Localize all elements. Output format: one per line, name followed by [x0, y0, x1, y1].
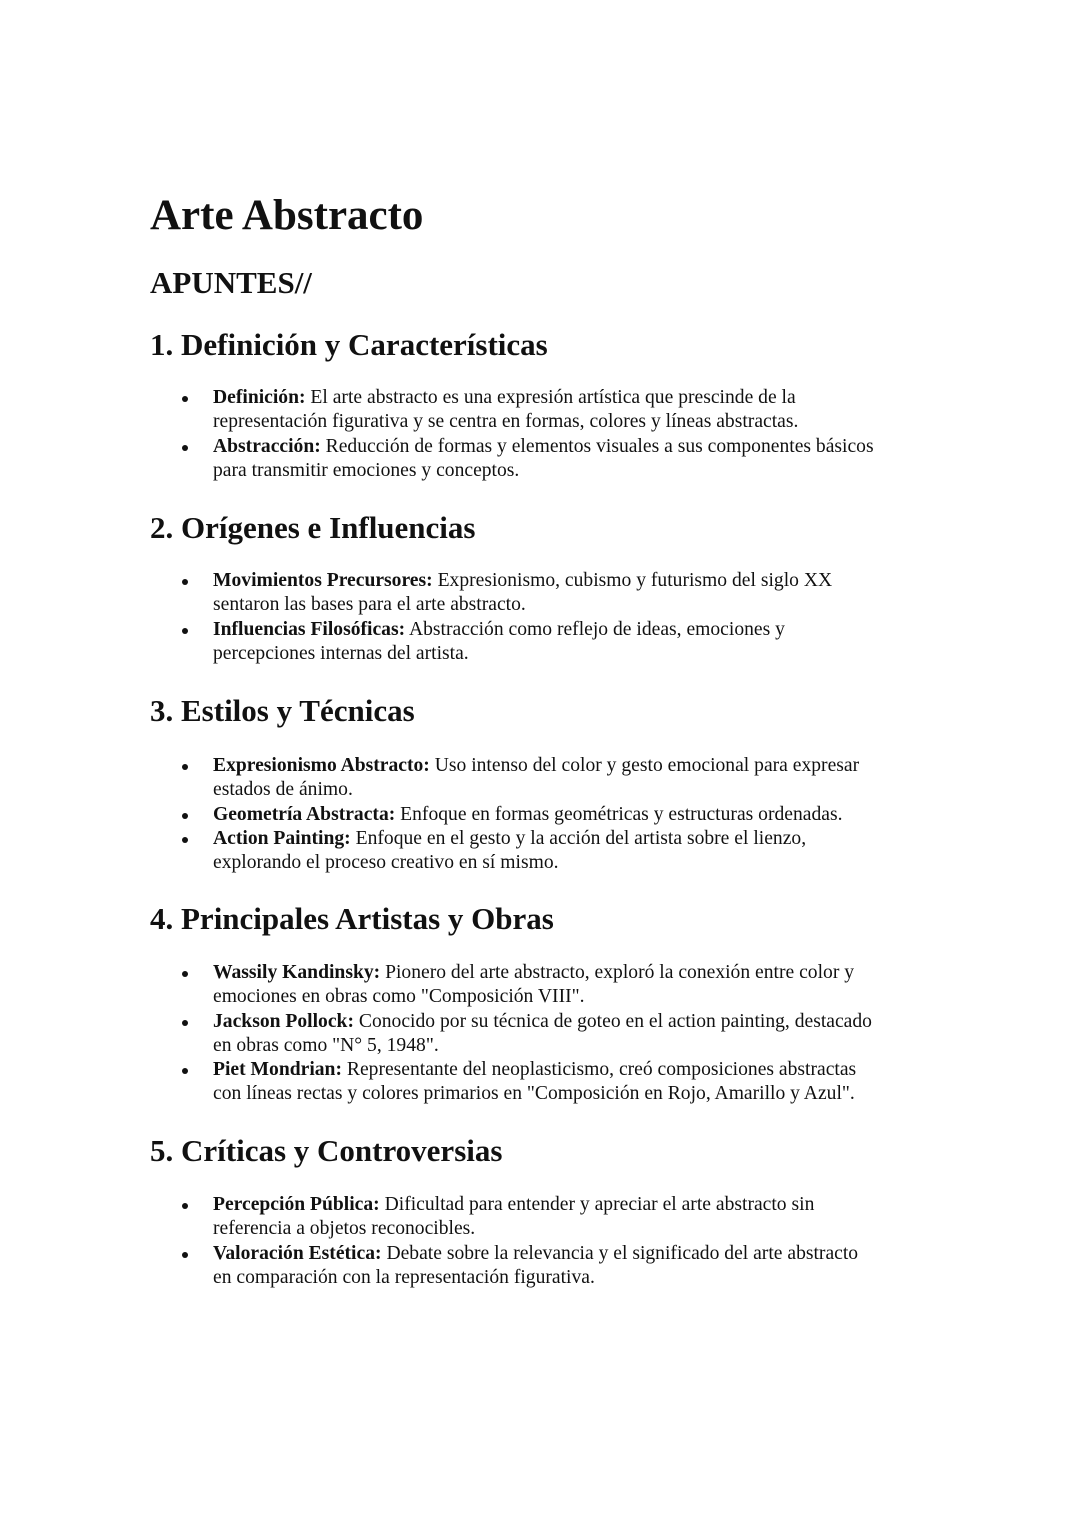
item-text-continued: estados de ánimo.	[213, 779, 353, 801]
list-item	[213, 1242, 943, 1291]
list-item	[213, 961, 943, 1010]
item-text: Representante del neoplasticismo, creó composiciones abstractas	[346, 1059, 857, 1081]
list-item	[213, 1010, 943, 1059]
bullet-icon	[182, 813, 188, 819]
item-text: Debate sobre la relevancia y el significado del arte abstracto	[386, 1242, 859, 1264]
bullet-icon	[182, 628, 188, 634]
item-term: Geometría Abstracta:	[213, 803, 396, 825]
item-text-continued: referencia a objetos reconocibles.	[213, 1218, 476, 1240]
item-text: Uso intenso del color y gesto emocional para expresar	[434, 755, 860, 776]
item-text-continued: para transmitir emociones y conceptos.	[213, 459, 520, 481]
item-text: Dificultad para entender y apreciar el arte abstracto sin	[384, 1194, 815, 1215]
bullet-icon	[182, 1203, 188, 1209]
item-text-continued: con líneas rectas y colores primarios en "Composición en Rojo, Amarillo y Azul".	[213, 1083, 855, 1105]
item-term: Jackson Pollock:	[213, 1010, 354, 1032]
item-term: Influencias Filosóficas:	[213, 618, 406, 640]
list-item	[213, 569, 943, 618]
item-term: Expresionismo Abstracto:	[213, 755, 430, 776]
item-text-continued: sentaron las bases para el arte abstracto.	[213, 594, 526, 616]
bullet-icon	[182, 579, 188, 585]
item-term: Valoración Estética:	[213, 1242, 382, 1264]
list-item	[213, 435, 943, 484]
bullet-icon	[182, 971, 188, 977]
item-text: El arte abstracto es una expresión artística que prescinde de la	[310, 387, 796, 408]
list-item	[213, 1193, 943, 1242]
bullet-list-definicion	[213, 386, 943, 483]
bullet-list-artistas	[213, 961, 943, 1107]
bullet-list-estilos	[213, 754, 943, 875]
item-text-continued: en obras como "N° 5, 1948".	[213, 1034, 439, 1056]
item-term: Action Painting:	[213, 827, 351, 849]
list-item	[213, 618, 943, 667]
item-text-continued: en comparación con la representación figurativa.	[213, 1266, 595, 1288]
section-heading-origenes: 2. Orígenes e Influencias	[150, 510, 476, 545]
section-heading-artistas: 4. Principales Artistas y Obras	[150, 901, 554, 936]
list-item	[213, 1058, 943, 1107]
item-term: Piet Mondrian:	[213, 1059, 342, 1081]
item-text: Enfoque en el gesto y la acción del artista sobre el lienzo,	[355, 827, 807, 849]
bullet-list-origenes	[213, 569, 943, 666]
item-text-continued: emociones en obras como "Composición VIII".	[213, 986, 585, 1008]
bullet-icon	[182, 1252, 188, 1258]
item-term: Definición:	[213, 387, 306, 408]
item-text: Expresionismo, cubismo y futurismo del siglo XX	[437, 570, 833, 591]
section-heading-criticas: 5. Críticas y Controversias	[150, 1133, 503, 1168]
bullet-icon	[182, 1068, 188, 1074]
item-text-continued: percepciones internas del artista.	[213, 642, 469, 664]
item-text-continued: representación figurativa y se centra en formas, colores y líneas abstractas.	[213, 411, 799, 433]
item-text: Enfoque en formas geométricas y estructuras ordenadas.	[400, 803, 843, 825]
item-text: Conocido por su técnica de goteo en el action painting, destacado	[358, 1010, 872, 1032]
section-heading-definicion: 1. Definición y Características	[150, 327, 548, 362]
item-term: Movimientos Precursores:	[213, 570, 433, 591]
item-text: Reducción de formas y elementos visuales a sus componentes básicos	[325, 435, 874, 457]
bullet-icon	[182, 445, 188, 451]
item-term: Percepción Pública:	[213, 1194, 380, 1215]
item-text: Abstracción como reflejo de ideas, emociones y	[408, 618, 785, 640]
item-term: Wassily Kandinsky:	[213, 962, 381, 983]
list-item	[213, 386, 943, 435]
page-subtitle: APUNTES//	[150, 265, 312, 300]
item-text: Pionero del arte abstracto, exploró la conexión entre color y	[385, 962, 855, 983]
bullet-icon	[182, 1020, 188, 1026]
bullet-icon	[182, 396, 188, 402]
page-title: Arte Abstracto	[150, 192, 424, 239]
bullet-icon	[182, 837, 188, 843]
bullet-icon	[182, 764, 188, 770]
list-item	[213, 803, 943, 827]
item-text-continued: explorando el proceso creativo en sí mismo.	[213, 852, 559, 874]
bullet-list-criticas	[213, 1193, 943, 1290]
section-heading-estilos: 3. Estilos y Técnicas	[150, 693, 415, 728]
list-item	[213, 827, 943, 876]
item-term: Abstracción:	[213, 435, 321, 457]
list-item	[213, 754, 943, 803]
